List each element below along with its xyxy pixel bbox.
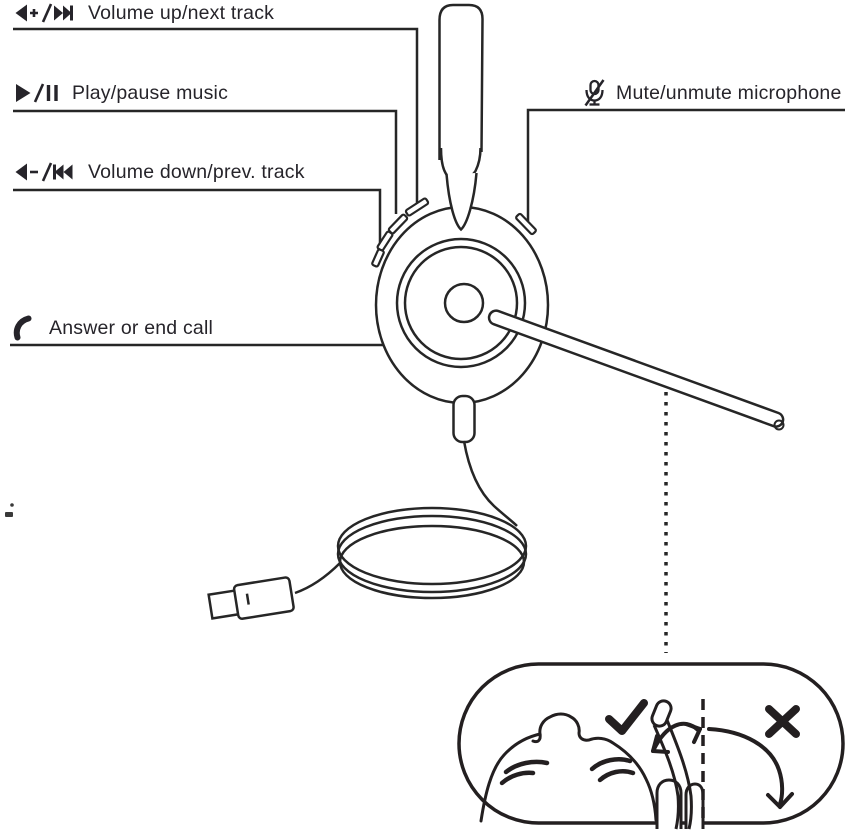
- callout-volume-down-label: Volume down/prev. track: [88, 160, 305, 183]
- face: [481, 714, 656, 821]
- phone-handset-icon: [13, 315, 39, 341]
- callout-play-pause: [13, 81, 228, 105]
- speaker-plus-next-track-icon: [13, 1, 75, 25]
- boom-strip-2: [686, 784, 703, 829]
- cable-loop-2: [338, 516, 526, 592]
- cable-upper: [464, 441, 517, 526]
- boom-arm: [487, 309, 785, 429]
- headband: [440, 5, 483, 180]
- callout-volume-up: [13, 1, 274, 25]
- leader-volume-down: [13, 190, 380, 246]
- cable-to-plug: [295, 563, 340, 593]
- stray-mark: [5, 503, 14, 517]
- cable-loop-3: [340, 526, 524, 598]
- callout-volume-down: [13, 160, 305, 184]
- call-button: [445, 284, 483, 322]
- swivel-arrow-incorrect: [709, 729, 792, 807]
- callout-volume-up-label: Volume up/next track: [88, 1, 275, 24]
- callout-mute-label: Mute/unmute microphone: [616, 81, 842, 104]
- cable-stem: [454, 396, 475, 442]
- headband-outer: [440, 5, 483, 160]
- head-outline: [481, 714, 656, 821]
- usb-plug-body: [234, 577, 295, 619]
- boom-microphone: [487, 309, 785, 430]
- cross-icon: [769, 709, 796, 734]
- callout-call-label: Answer or end call: [49, 316, 214, 339]
- leader-mute: [528, 110, 845, 221]
- play-pause-icon: [13, 81, 59, 105]
- mic-muted-icon: [581, 78, 608, 108]
- callout-mute: [581, 78, 842, 108]
- usb-plug-mark: [247, 594, 249, 605]
- mic-positioning-inset: [459, 664, 843, 829]
- callout-call: [13, 315, 213, 341]
- callout-play-pause-label: Play/pause music: [72, 81, 229, 104]
- closed-eyes: [502, 759, 633, 783]
- speaker-minus-prev-track-icon: [13, 160, 75, 184]
- check-icon: [609, 703, 644, 731]
- cable-loop-1: [338, 508, 526, 584]
- coiled-usb-cable: [295, 396, 526, 598]
- usb-a-connector: [208, 577, 294, 623]
